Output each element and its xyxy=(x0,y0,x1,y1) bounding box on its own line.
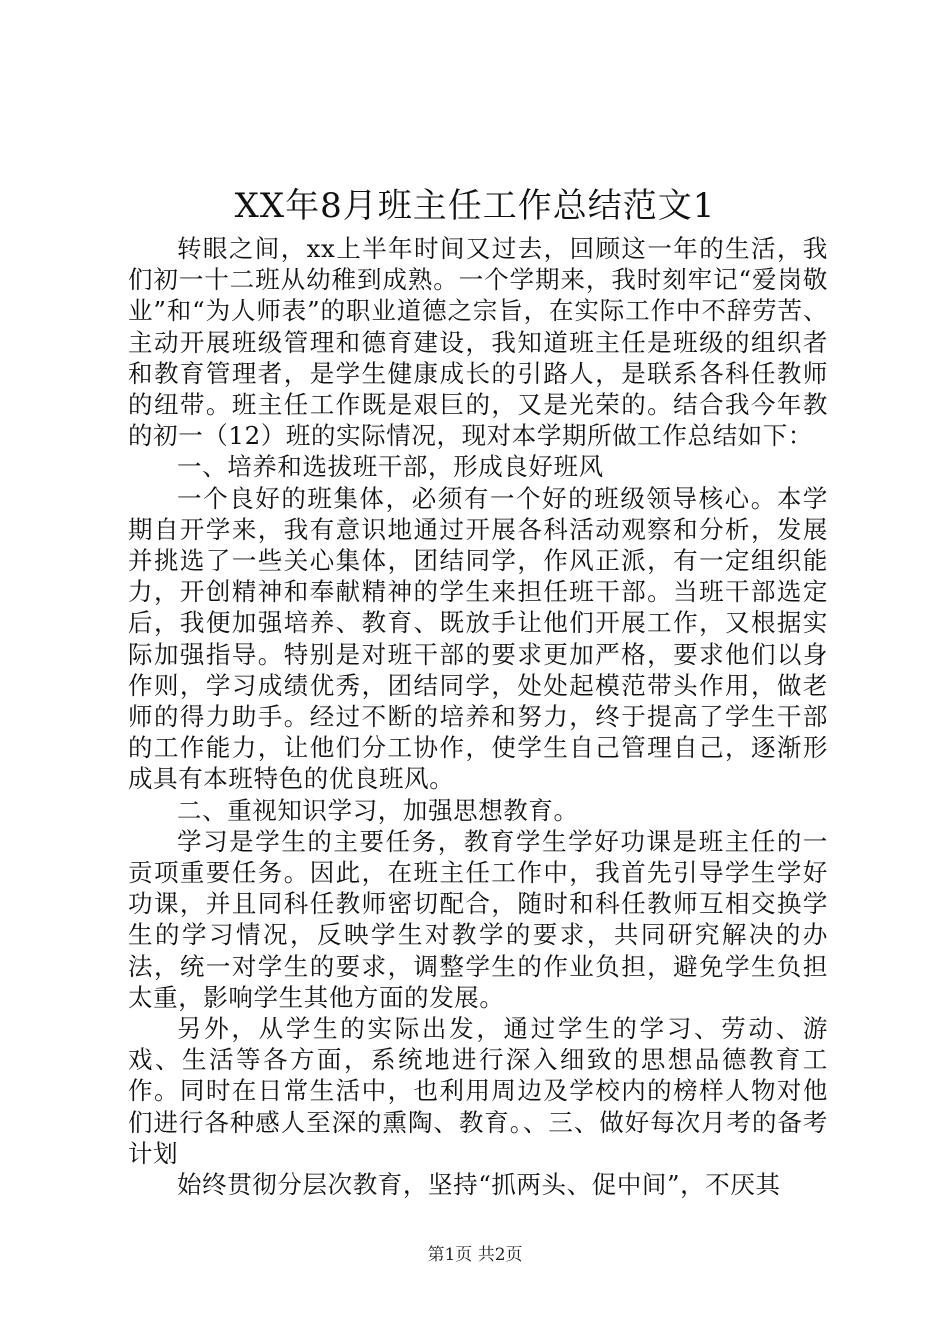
paragraph-section-1: 一个良好的班集体，必须有一个好的班级领导核心。本学期自开学来，我有意识地通过开展各科活动观察和分析，发展并挑选了一些关心集体，团结同学，作风正派，有一定组织能力，开创精神和奉献精神的学生来担任班干部。当班干部选定后，我便加强培养、教育、既放手让他们开展工作，又根据实际加强指导。特别是对班干部的要求更加严格，要求他们以身作则，学习成绩优秀，团结同学，处处起模范带头作用，做老师的得力助手。经过不断的培养和努力，终于提高了学生干部的工作能力，让他们分工协作，使学生自己管理自己，逐渐形成具有本班特色的优良班风。 xyxy=(128,483,828,794)
paragraph-section-2b: 另外，从学生的实际出发，通过学生的学习、劳动、游戏、生活等各方面，系统地进行深入细致的思想品德教育工作。同时在日常生活中，也利用周边及学校内的榜样人物对他们进行各种感人至深的熏陶、教育。、三、做好每次月考的备考计划 xyxy=(128,1014,828,1168)
paragraph-intro: 转眼之间，xx上半年时间又过去，回顾这一年的生活，我们初一十二班从幼稚到成熟。一个学期来，我时刻牢记“爱岗敬业”和“为人师表”的职业道德之宗旨，在实际工作中不辞劳苦、主动开展班级管理和德育建设，我知道班主任是班级的组织者和教育管理者，是学生健康成长的引路人，是联系各科任教师的纽带。班主任工作既是艰巨的，又是光荣的。结合我今年教的初一（12）班的实际情况，现对本学期所做工作总结如下： xyxy=(128,234,828,451)
page-footer: 第1页 共2页 xyxy=(427,1245,523,1265)
section-heading-1: 一、培养和选拔班干部，形成良好班风 xyxy=(177,452,604,482)
document-body xyxy=(128,233,828,1200)
section-heading-2: 二、重视知识学习，加强思想教育。 xyxy=(177,795,579,825)
paragraph-section-2: 学习是学生的主要任务，教育学生学好功课是班主任的一贡项重要任务。因此，在班主任工作中，我首先引导学生学好功课，并且同科任教师密切配合，随时和科任教师互相交换学生的学习情况，反映学生对教学的要求，共同研究解决的办法，统一对学生的要求，调整学生的作业负担，避免学生负担太重，影响学生其他方面的发展。 xyxy=(128,826,828,1012)
paragraph-section-3: 始终贯彻分层次教育，坚持“抓两头、促中间”，不厌其 xyxy=(177,1170,781,1200)
document-title: XX年8月班主任工作总结范文1 xyxy=(234,186,716,226)
